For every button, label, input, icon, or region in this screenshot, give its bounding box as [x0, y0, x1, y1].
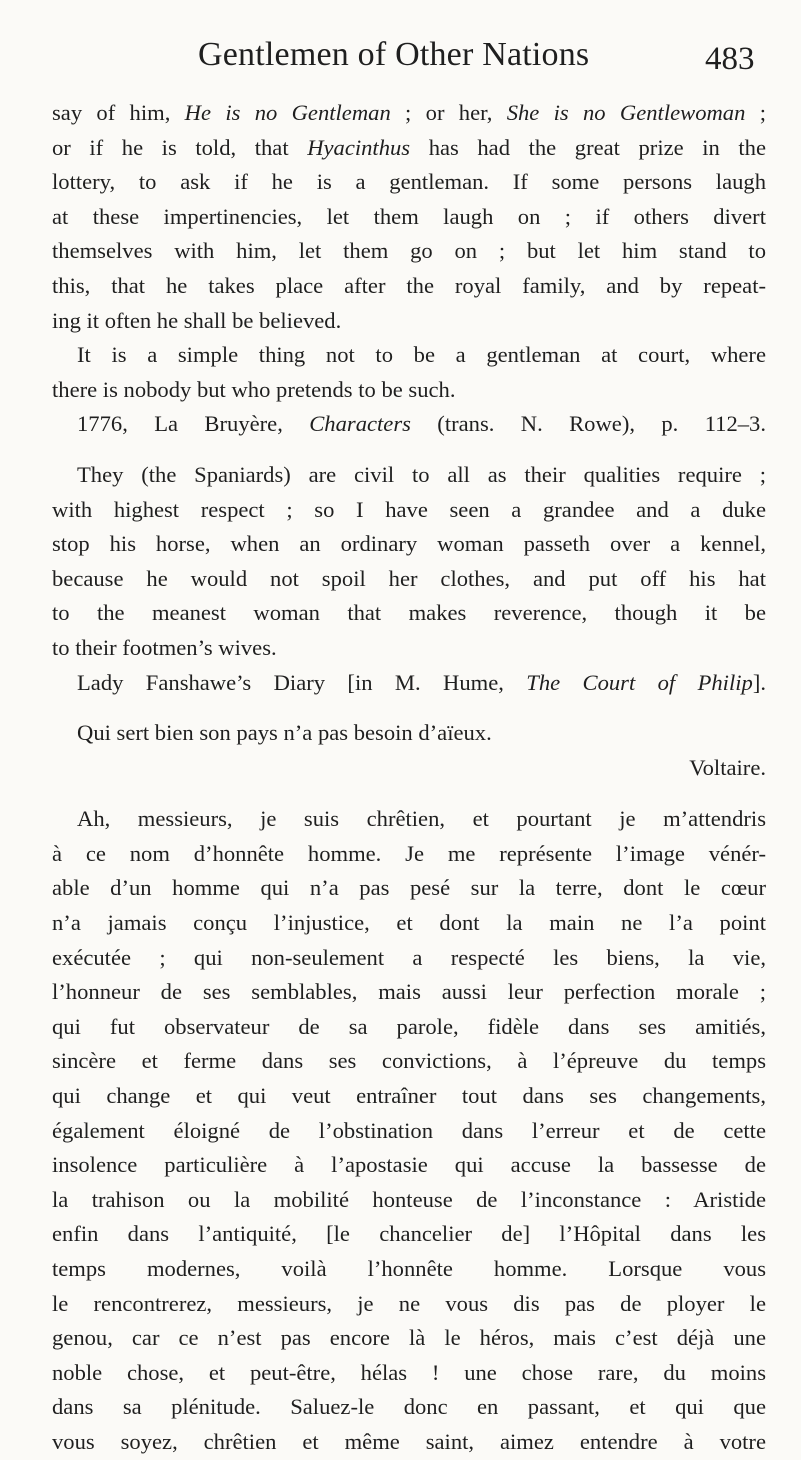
quote-french-speech	[52, 802, 766, 1459]
text-line: able d’un homme qui n’a pas pesé sur la terre, dont le cœur	[52, 875, 766, 901]
text-line: with highest respect ; so I have seen a grandee and a duke	[52, 496, 766, 522]
text-line: Qui sert bien son pays n’a pas besoin d’aïeux.	[77, 720, 492, 746]
text-line: lottery, to ask if he is a gentleman. If some persons laugh	[52, 169, 766, 195]
italic-title: Characters	[309, 411, 411, 437]
quote-source: 1776, La Bruyère, Characters (trans. N. Rowe), p. 112–3.	[77, 411, 766, 437]
quote-source: Lady Fanshawe’s Diary [in M. Hume, The Court of Philip].	[77, 669, 766, 695]
text-line: vous soyez, chrêtien et même saint, aimez entendre à votre	[52, 1428, 766, 1454]
page-number: 483	[705, 41, 755, 77]
text-line: n’a jamais conçu l’injustice, et dont la main ne l’a point	[52, 910, 766, 936]
text-line: genou, car ce n’est pas encore là le héros, mais c’est déjà une	[52, 1325, 766, 1351]
quote-author: Voltaire.	[689, 754, 766, 780]
text-line: ing it often he shall be believed.	[52, 307, 342, 333]
text-line: there is nobody but who pretends to be such.	[52, 376, 456, 402]
italic-title: She is no Gentlewoman	[506, 100, 746, 125]
text-line: qui fut observateur de sa parole, fidèle dans ses amitiés,	[52, 1013, 766, 1039]
text-line: qui change et qui veut entraîner tout dans ses changements,	[52, 1083, 766, 1109]
text-line: noble chose, et peut-être, hélas ! une chose rare, du moins	[52, 1359, 766, 1385]
text-line: at these impertinencies, let them laugh on ; if others divert	[52, 203, 766, 229]
italic-title: He is no Gentleman	[184, 100, 391, 125]
text-line: or if he is told, that Hyacinthus has had the great prize in the	[52, 134, 766, 160]
text-line: to the meanest woman that makes reverence, though it be	[52, 600, 766, 626]
text-line: enfin dans l’antiquité, [le chancelier de] l’Hôpital dans les	[52, 1221, 766, 1247]
running-head: Gentlemen of Other Nations	[198, 36, 590, 73]
text-line: because he would not spoil her clothes, and put off his hat	[52, 565, 766, 591]
text-line: It is a simple thing not to be a gentleman at court, where	[77, 342, 766, 368]
text-line: themselves with him, let them go on ; but let him stand to	[52, 238, 766, 264]
text-line: They (the Spaniards) are civil to all as their qualities require ;	[77, 461, 766, 487]
text-line: l’honneur de ses semblables, mais aussi leur perfection morale ;	[52, 979, 766, 1005]
quote-la-bruyere	[52, 96, 766, 442]
text-line: say of him, He is no Gentleman ; or her, She is no Gentlewoman ;	[52, 100, 766, 125]
text-line: this, that he takes place after the royal family, and by repeat-	[52, 272, 766, 298]
page-header	[0, 36, 801, 86]
italic-title: The Court of Philip	[526, 669, 753, 695]
text-line: à ce nom d’honnête homme. Je me représente l’image vénér-	[52, 840, 766, 866]
page-body	[52, 96, 766, 1460]
text-line: la trahison ou la mobilité honteuse de l’inconstance : Aristide	[52, 1186, 766, 1212]
text-line: temps modernes, voilà l’honnête homme. Lorsque vous	[52, 1256, 766, 1281]
text-line: dans sa plénitude. Saluez-le donc en passant, et qui que	[52, 1394, 766, 1420]
text-line: sincère et ferme dans ses convictions, à l’épreuve du temps	[52, 1048, 766, 1074]
italic-title: Hyacinthus	[307, 134, 411, 160]
text-line: exécutée ; qui non-seulement a respecté les biens, la vie,	[52, 944, 766, 970]
text-line: insolence particulière à l’apostasie qui accuse la bassesse de	[52, 1152, 766, 1178]
text-line: to their footmen’s wives.	[52, 634, 277, 660]
text-line: également éloigné de l’obstination dans l’erreur et de cette	[52, 1117, 766, 1143]
text-line: Ah, messieurs, je suis chrêtien, et pourtant je m’attendris	[77, 806, 766, 832]
text-line: le rencontrerez, messieurs, je ne vous dis pas de ployer le	[52, 1290, 766, 1316]
quote-fanshawe	[52, 458, 766, 700]
quote-voltaire	[52, 716, 766, 785]
text-line: stop his horse, when an ordinary woman passeth over a kennel,	[52, 531, 766, 557]
